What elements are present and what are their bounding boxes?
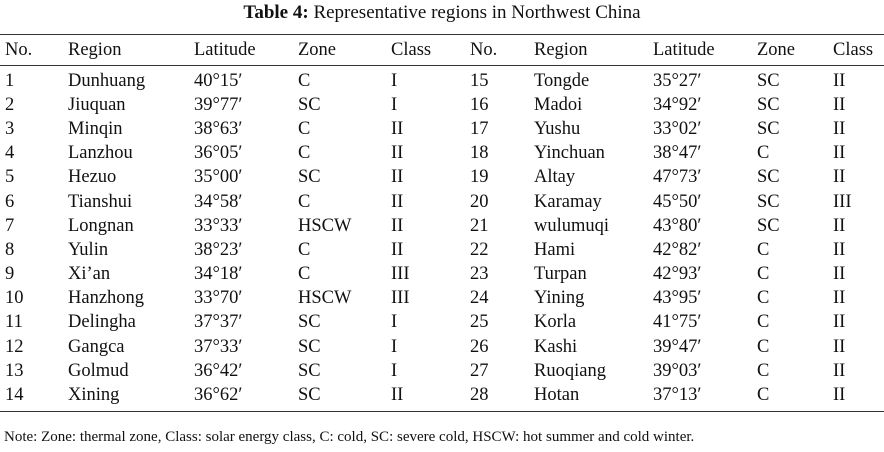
column-header-latitude: Latitude <box>648 35 752 66</box>
cell-latitude: 42°93′ <box>653 264 702 285</box>
cell-no: 25 <box>470 312 489 333</box>
cell-region: Longnan <box>68 215 134 236</box>
cell-region: Kashi <box>534 336 578 357</box>
cell-zone: C <box>298 118 311 139</box>
cell-zone: SC <box>298 360 321 381</box>
cell-zone: C <box>757 143 770 164</box>
table-row <box>0 66 884 94</box>
cell-region: Korla <box>534 312 577 333</box>
cell-region: Altay <box>534 167 576 188</box>
cell-latitude: 40°15′ <box>194 70 243 91</box>
cell-class: III <box>833 191 852 212</box>
cell-zone: SC <box>298 167 321 188</box>
cell-latitude: 47°73′ <box>653 167 702 188</box>
table-row <box>0 311 884 335</box>
cell-no: 27 <box>470 360 489 381</box>
cell-no: 5 <box>5 167 15 188</box>
column-header-no: No. <box>465 35 529 66</box>
cell-class: II <box>833 288 846 309</box>
cell-class: II <box>391 167 404 188</box>
table-body <box>0 66 884 412</box>
cell-class: II <box>386 383 465 411</box>
cell-class: II <box>391 239 404 260</box>
column-header-region: Region <box>63 35 189 66</box>
cell-region: Xi’an <box>68 264 111 285</box>
cell-zone: C <box>752 383 828 411</box>
cell-no: 4 <box>5 143 15 164</box>
cell-region: Madoi <box>534 94 583 115</box>
table-row <box>0 214 884 238</box>
cell-zone: C <box>757 312 770 333</box>
cell-zone: C <box>757 239 770 260</box>
cell-region: Yinchuan <box>534 143 605 164</box>
cell-latitude: 33°33′ <box>194 215 243 236</box>
table-row <box>0 142 884 166</box>
cell-zone: HSCW <box>298 288 352 309</box>
cell-no: 23 <box>470 264 489 285</box>
cell-region: Jiuquan <box>68 94 126 115</box>
cell-no: 13 <box>5 360 24 381</box>
cell-no: 1 <box>5 70 15 91</box>
cell-zone: C <box>298 264 311 285</box>
cell-class: II <box>391 143 404 164</box>
cell-zone: C <box>298 191 311 212</box>
cell-latitude: 36°42′ <box>194 360 243 381</box>
cell-zone: SC <box>757 215 780 236</box>
cell-class: III <box>391 288 410 309</box>
table-row <box>0 335 884 359</box>
cell-no: 11 <box>5 312 23 333</box>
cell-zone: SC <box>757 94 780 115</box>
cell-region: Turpan <box>534 264 587 285</box>
cell-class: I <box>391 70 398 91</box>
cell-latitude: 39°47′ <box>653 336 702 357</box>
table-caption-text: Representative regions in Northwest China <box>313 2 641 23</box>
column-header-class: Class <box>828 35 884 66</box>
cell-latitude: 38°63′ <box>194 118 243 139</box>
cell-region: Yulin <box>68 239 109 260</box>
cell-latitude: 34°18′ <box>194 264 243 285</box>
table-row <box>0 93 884 117</box>
cell-zone: SC <box>757 167 780 188</box>
cell-latitude: 41°75′ <box>653 312 702 333</box>
column-header-no: No. <box>0 35 63 66</box>
cell-latitude: 39°03′ <box>653 360 702 381</box>
cell-no: 15 <box>470 70 489 91</box>
cell-no: 17 <box>470 118 489 139</box>
cell-zone: C <box>757 288 770 309</box>
cell-region: Hanzhong <box>68 288 145 309</box>
cell-zone: HSCW <box>298 215 352 236</box>
table-caption-label: Table 4: <box>243 2 309 23</box>
cell-region: Yining <box>534 288 585 309</box>
header-row <box>0 35 884 66</box>
cell-zone: SC <box>298 312 321 333</box>
cell-no: 12 <box>5 336 24 357</box>
cell-latitude: 42°82′ <box>653 239 702 260</box>
table-caption <box>0 2 884 24</box>
cell-region: wulumuqi <box>534 215 610 236</box>
cell-latitude: 36°05′ <box>194 143 243 164</box>
cell-latitude: 33°70′ <box>194 288 243 309</box>
cell-latitude: 38°23′ <box>194 239 243 260</box>
cell-region: Hotan <box>529 383 648 411</box>
cell-no: 20 <box>470 191 489 212</box>
cell-latitude: 36°62′ <box>189 383 293 411</box>
cell-no: 6 <box>5 191 15 212</box>
cell-class: II <box>828 383 884 411</box>
cell-zone: SC <box>298 336 321 357</box>
cell-no: 21 <box>470 215 489 236</box>
cell-class: II <box>833 167 846 188</box>
cell-region: Hami <box>534 239 576 260</box>
cell-no: 7 <box>5 215 15 236</box>
cell-latitude: 37°37′ <box>194 312 243 333</box>
cell-no: 10 <box>5 288 24 309</box>
cell-zone: C <box>298 143 311 164</box>
cell-class: I <box>391 336 398 357</box>
cell-class: II <box>391 215 404 236</box>
table-row <box>0 359 884 383</box>
table-row <box>0 263 884 287</box>
cell-class: II <box>391 191 404 212</box>
cell-zone: C <box>757 264 770 285</box>
cell-class: II <box>833 94 846 115</box>
cell-region: Golmud <box>68 360 129 381</box>
cell-class: II <box>391 118 404 139</box>
cell-region: Xining <box>63 383 189 411</box>
column-header-zone: Zone <box>293 35 386 66</box>
column-header-latitude: Latitude <box>189 35 293 66</box>
table-row <box>0 287 884 311</box>
cell-no: 26 <box>470 336 489 357</box>
cell-class: III <box>391 264 410 285</box>
cell-class: I <box>391 312 398 333</box>
cell-class: II <box>833 239 846 260</box>
cell-no: 3 <box>5 118 15 139</box>
cell-latitude: 35°27′ <box>653 70 702 91</box>
cell-latitude: 37°13′ <box>648 383 752 411</box>
cell-zone: C <box>757 360 770 381</box>
table-row <box>0 117 884 141</box>
cell-region: Minqin <box>68 118 123 139</box>
cell-region: Hezuo <box>68 167 117 188</box>
cell-region: Yushu <box>534 118 581 139</box>
cell-latitude: 43°95′ <box>653 288 702 309</box>
cell-class: II <box>833 264 846 285</box>
cell-zone: SC <box>757 191 780 212</box>
table-row <box>0 166 884 190</box>
cell-zone: SC <box>757 118 780 139</box>
cell-class: I <box>391 360 398 381</box>
cell-region: Tianshui <box>68 191 133 212</box>
cell-region: Gangca <box>68 336 125 357</box>
table-row <box>0 190 884 214</box>
column-header-class: Class <box>386 35 465 66</box>
cell-class: II <box>833 215 846 236</box>
cell-region: Ruoqiang <box>534 360 606 381</box>
cell-no: 8 <box>5 239 15 260</box>
cell-region: Karamay <box>534 191 602 212</box>
cell-latitude: 33°02′ <box>653 118 702 139</box>
cell-class: II <box>833 312 846 333</box>
cell-no: 14 <box>0 383 63 411</box>
cell-latitude: 37°33′ <box>194 336 243 357</box>
cell-no: 18 <box>470 143 489 164</box>
cell-zone: C <box>298 239 311 260</box>
column-header-zone: Zone <box>752 35 828 66</box>
cell-latitude: 35°00′ <box>194 167 243 188</box>
cell-class: I <box>391 94 398 115</box>
cell-class: II <box>833 118 846 139</box>
cell-no: 16 <box>470 94 489 115</box>
cell-zone: SC <box>293 383 386 411</box>
table-note: Note: Zone: thermal zone, Class: solar energy class, C: cold, SC: severe cold, HSCW: hot summer and cold winter. <box>4 429 695 445</box>
cell-region: Lanzhou <box>68 143 133 164</box>
column-header-region: Region <box>529 35 648 66</box>
cell-region: Dunhuang <box>68 70 146 91</box>
cell-zone: SC <box>298 94 321 115</box>
cell-no: 19 <box>470 167 489 188</box>
cell-zone: SC <box>757 70 780 91</box>
cell-no: 24 <box>470 288 489 309</box>
cell-latitude: 34°92′ <box>653 94 702 115</box>
cell-no: 2 <box>5 94 15 115</box>
cell-latitude: 39°77′ <box>194 94 243 115</box>
cell-latitude: 45°50′ <box>653 191 702 212</box>
cell-class: II <box>833 70 846 91</box>
cell-latitude: 34°58′ <box>194 191 243 212</box>
cell-no: 9 <box>5 264 15 285</box>
cell-zone: C <box>298 70 311 91</box>
cell-class: II <box>833 336 846 357</box>
cell-no: 22 <box>470 239 489 260</box>
cell-class: II <box>833 360 846 381</box>
cell-zone: C <box>757 336 770 357</box>
cell-no: 28 <box>465 383 529 411</box>
cell-latitude: 38°47′ <box>653 143 702 164</box>
cell-class: II <box>833 143 846 164</box>
table-row <box>0 383 884 411</box>
cell-latitude: 43°80′ <box>653 215 702 236</box>
table-row <box>0 238 884 262</box>
regions-table <box>0 34 884 412</box>
cell-region: Delingha <box>68 312 136 333</box>
cell-region: Tongde <box>534 70 590 91</box>
